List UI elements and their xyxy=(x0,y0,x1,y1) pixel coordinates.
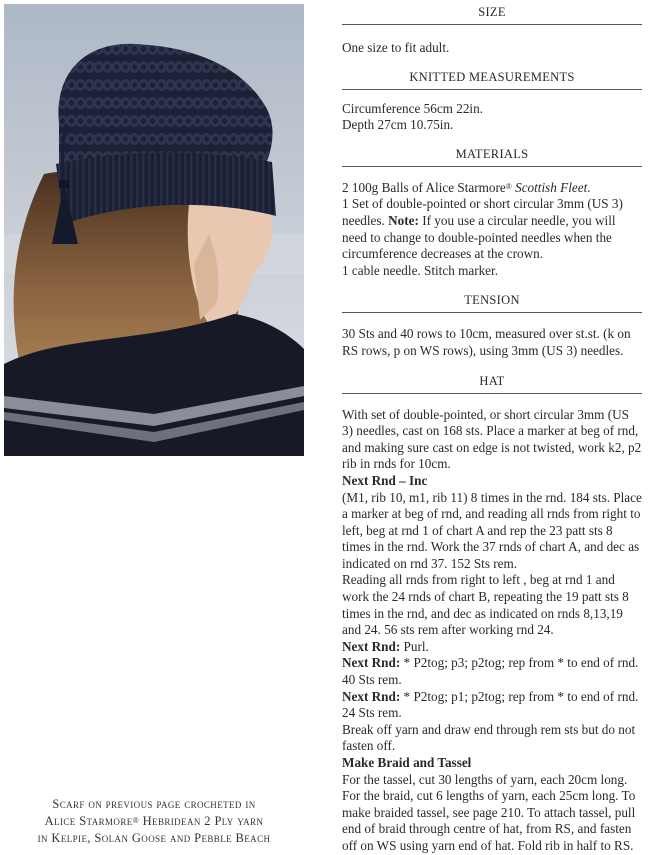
braid-tassel-label: Make Braid and Tassel xyxy=(342,755,472,770)
materials-yarn xyxy=(342,180,642,197)
hat-instructions xyxy=(342,407,642,855)
next-rnd-purl xyxy=(342,639,642,656)
size-text: One size to fit adult. xyxy=(342,40,450,55)
hat-break-yarn: Break off yarn and draw end through rem sts but do not fasten off. xyxy=(342,721,636,754)
next-rnd-label: Next Rnd: xyxy=(342,655,401,671)
materials-heading: MATERIALS xyxy=(342,146,642,167)
dec-1-text: * P2tog; p3; p2tog; rep from * to end of rnd. 40 Sts rem. xyxy=(342,655,639,688)
hat-cast-on: With set of double-pointed, or short circular 3mm (US 3) needles, cast on 168 sts. Place a marker at beg of rnd, and making sure cast on edge is not twisted, work k2, p2 rib in rnds for 10cm. xyxy=(342,406,642,472)
measurements-body xyxy=(342,101,642,134)
next-rnd-label: Next Rnd: xyxy=(342,638,401,654)
pattern-column xyxy=(342,0,642,855)
caption-line-1: Scarf on previous page crocheted in xyxy=(52,797,256,811)
materials-body xyxy=(342,180,642,280)
materials-yarn-brand: 2 100g Balls of Alice Starmore xyxy=(342,179,506,195)
circumference-line: Circumference 56cm 22in. xyxy=(342,100,483,116)
dec-2-text: * P2tog; p1; p2tog; rep from * to end of rnd. 24 Sts rem. xyxy=(342,688,639,721)
materials-yarn-name: Scottish Fleet xyxy=(515,179,588,195)
hat-photo xyxy=(4,4,304,456)
tension-heading: TENSION xyxy=(342,292,642,313)
purl-text: Purl. xyxy=(400,638,429,654)
caption-line-2 xyxy=(10,813,298,830)
next-rnd-label: Next Rnd: xyxy=(342,688,401,704)
hat-chart-a: (M1, rib 10, m1, rib 11) 8 times in the rnd. 184 sts. Place a marker at beg of rnd, and reading all rnds from right to left, beg at rnd 1 of chart A and rep the 23 patt sts 8 times in the rnd. Work the 37 rnds of chart A, and dec as indicated on rnd 37. 152 Sts rem. xyxy=(342,489,642,571)
hat-chart-b: Reading all rnds from right to left , beg at rnd 1 and work the 24 rnds of chart B, repeating the 19 patt sts 8 times in the rnd, and dec as indicated on rnds 8,13,19 and 24. 56 sts rem after working rnd 24. xyxy=(342,572,629,638)
caption-brand: Alice Starmore xyxy=(44,814,133,828)
next-rnd-inc-label: Next Rnd – Inc xyxy=(342,472,428,488)
next-rnd-dec-1 xyxy=(342,655,642,688)
tension-text: 30 Sts and 40 rows to 10cm, measured over st.st. (k on RS rows, p on WS rows), using 3mm (US 3) needles. xyxy=(342,326,631,358)
materials-extras: 1 cable needle. Stitch marker. xyxy=(342,262,498,278)
caption-line-3: in Kelpie, Solan Goose and Pebble Beach xyxy=(37,831,271,845)
registered-mark: ® xyxy=(505,181,512,191)
note-label: Note: xyxy=(388,212,419,228)
note-text: If you use a circular needle, you will need to change to double-pointed needles when the circumference decreases at the crown. xyxy=(342,212,616,262)
depth-line: Depth 27cm 10.75in. xyxy=(342,117,454,133)
materials-needles xyxy=(342,196,642,262)
measurements-heading: KNITTED MEASUREMENTS xyxy=(342,69,642,90)
next-rnd-dec-2 xyxy=(342,689,642,722)
size-heading: SIZE xyxy=(342,4,642,25)
needles-text: 1 Set of double-pointed or short circular 3mm (US 3) needles. xyxy=(342,196,623,228)
caption-yarn: Hebridean 2 Ply yarn xyxy=(139,814,264,828)
hat-heading: HAT xyxy=(342,373,642,394)
caption-registered-mark: ® xyxy=(132,816,140,825)
materials-period: . xyxy=(587,179,591,195)
braid-tassel-text: For the tassel, cut 30 lengths of yarn, each 20cm long. For the braid, cut 6 lengths of yarn, each 25cm long. To make braided tassel, see page 210. To attach tassel, pull end of braid through centre of hat, from RS, and fasten off on WS using yarn end of hat. Fold rib in half to RS. xyxy=(342,771,636,853)
photo-caption xyxy=(10,796,298,847)
